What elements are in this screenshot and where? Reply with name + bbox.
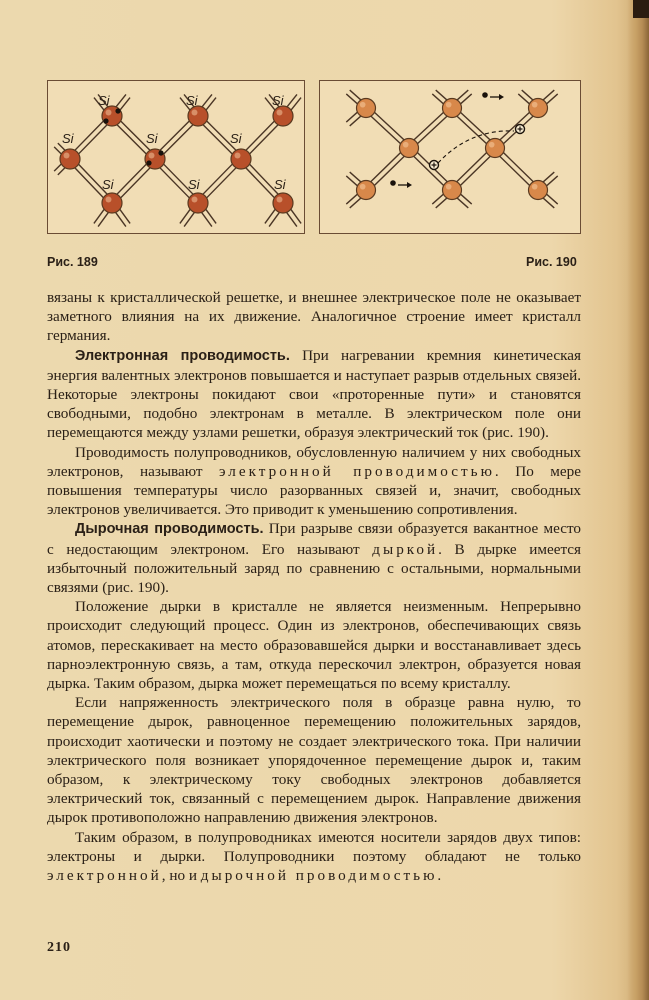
- atom-circle: [357, 181, 376, 200]
- atom-highlight: [446, 102, 452, 108]
- paragraph-text: Положение дырки в кристалле не является неизменным. Непрерывно происходит следующий процесс. Один из электронов, обеспечивающих связь атомов, перескакивает на место образовавшейся дырки и восстанавливает здесь парноэлектронную связь, а там, откуда перескочил электрон, образуется новая дырка. Таким образом, дырка может перемещаться по всему кристаллу.: [47, 598, 581, 693]
- figure-190: [319, 80, 581, 234]
- atom-circle: [443, 181, 462, 200]
- atom-highlight: [446, 184, 452, 190]
- page-edge: [627, 0, 649, 1000]
- paragraph-text: , но и: [161, 867, 201, 885]
- figure-190-caption: Рис. 190: [526, 255, 577, 269]
- atom-highlight: [489, 142, 495, 148]
- si-atom-label: Si: [102, 177, 114, 192]
- atom-highlight: [532, 184, 538, 190]
- si-atom-label: Si: [230, 131, 242, 146]
- atom-circle: [188, 193, 208, 213]
- valence-electron-dot: [103, 118, 108, 123]
- paragraph-text: При нагревании кремния кинетическая энергия валентных электронов повышается и наступает разрыв отдельных связей. Некоторые электроны покидают свои «проторенные пути» и становятся свободными, подобно электронам в металле. В электрическом поле они перемещаются между узлами решетки, образуя электрический ток (рис. 190).: [47, 346, 581, 442]
- atom-highlight: [360, 102, 366, 108]
- si-atom-label: Si: [188, 177, 200, 192]
- spaced-term: электронной: [47, 867, 162, 885]
- atom-circle: [60, 149, 80, 169]
- atom-highlight: [106, 110, 112, 116]
- paragraph: [47, 443, 581, 520]
- electron-motion-arrowhead: [499, 94, 504, 100]
- atom-circle: [400, 139, 419, 158]
- si-atom-label: Si: [274, 177, 286, 192]
- electron-motion-arrowhead: [407, 182, 412, 188]
- paragraph: [47, 519, 581, 597]
- si-atom-label: Si: [272, 93, 284, 108]
- atom-highlight: [277, 110, 283, 116]
- spaced-term: дыркой: [372, 540, 439, 558]
- atom-highlight: [106, 197, 112, 203]
- free-electron: [482, 92, 488, 98]
- atom-highlight: [64, 153, 70, 159]
- page-number: 210: [47, 940, 71, 955]
- atom-circle: [231, 149, 251, 169]
- atom-highlight: [149, 153, 155, 159]
- figure-189: [47, 80, 305, 234]
- spaced-term: дырочной проводимостью: [200, 867, 438, 885]
- valence-electron-dot: [158, 150, 163, 155]
- paragraph-text: При разрыве связи образуется вакантное место с недостающим электроном. Его называют: [47, 520, 581, 558]
- spaced-term: электронной проводимостью: [219, 462, 495, 480]
- figure-189-caption: Рис. 189: [47, 255, 98, 269]
- paragraph-heading: Электронная проводимость.: [75, 347, 290, 364]
- atom-highlight: [277, 197, 283, 203]
- paragraph: [47, 828, 581, 886]
- paragraph: [47, 288, 581, 346]
- si-atom-label: Si: [186, 93, 198, 108]
- atom-highlight: [235, 153, 241, 159]
- atom-circle: [188, 106, 208, 126]
- atom-circle: [273, 193, 293, 213]
- atom-circle: [357, 99, 376, 118]
- paragraph-text: .: [437, 867, 442, 885]
- page-corner-shadow: [633, 0, 649, 18]
- paragraph-text: . По мере повышения температуры число разорванных связей и, значит, свободных электронов увеличивается. Это приводит к уменьшению сопротивления.: [47, 462, 581, 519]
- atom-circle: [102, 193, 122, 213]
- paragraph: [47, 597, 581, 693]
- atom-highlight: [360, 184, 366, 190]
- paragraph-text: Таким образом, в полупроводниках имеются носители зарядов двух типов: электроны и дырки. Полупроводники поэтому обладают не только: [47, 828, 581, 865]
- si-atom-label: Si: [98, 93, 110, 108]
- atom-circle: [443, 99, 462, 118]
- body-text: [47, 288, 581, 885]
- atom-highlight: [532, 102, 538, 108]
- si-atom-label: Si: [62, 131, 74, 146]
- atom-circle: [486, 139, 505, 158]
- silicon-lattice-diagram: [48, 81, 304, 233]
- paragraph-text: вязаны к кристаллической решетке, и внешнее электрическое поле не оказывает заметного влияния на их движение. Аналогичное строение имеет кристалл германия.: [47, 289, 581, 345]
- paragraph-text: Если напряженность электрического поля в образце равна нулю, то перемещение дырок, равноценное перемещению положительных зарядов, происходит хаотически и поэтому не создает электрического тока. При наличии электрического поля возникает упорядоченное перемещение дырок и, таким образом, к электрическому току свободных электронов добавляется электрический ток, связанный с перемещением дырок. Направление движения дырок противоположно направлению движения электронов.: [47, 694, 581, 827]
- atom-circle: [529, 181, 548, 200]
- paragraph-text: . В дырке имеется избыточный положительный заряд по сравнению с остальными, нормальными связями (рис. 190).: [47, 540, 581, 597]
- free-electron: [390, 180, 396, 186]
- valence-electron-dot: [115, 108, 120, 113]
- atom-highlight: [192, 110, 198, 116]
- paragraph: [47, 346, 581, 443]
- valence-electron-dot: [146, 160, 151, 165]
- paragraph: [47, 693, 581, 827]
- conduction-lattice-diagram: [320, 81, 580, 233]
- atom-circle: [529, 99, 548, 118]
- paragraph-heading: Дырочная проводимость.: [75, 521, 264, 538]
- atom-circle: [273, 106, 293, 126]
- atom-highlight: [192, 197, 198, 203]
- paragraph-text: Проводимость полупроводников, обусловленную наличием у них свободных электронов, называют: [47, 443, 581, 480]
- si-atom-label: Si: [146, 131, 158, 146]
- atom-highlight: [403, 142, 409, 148]
